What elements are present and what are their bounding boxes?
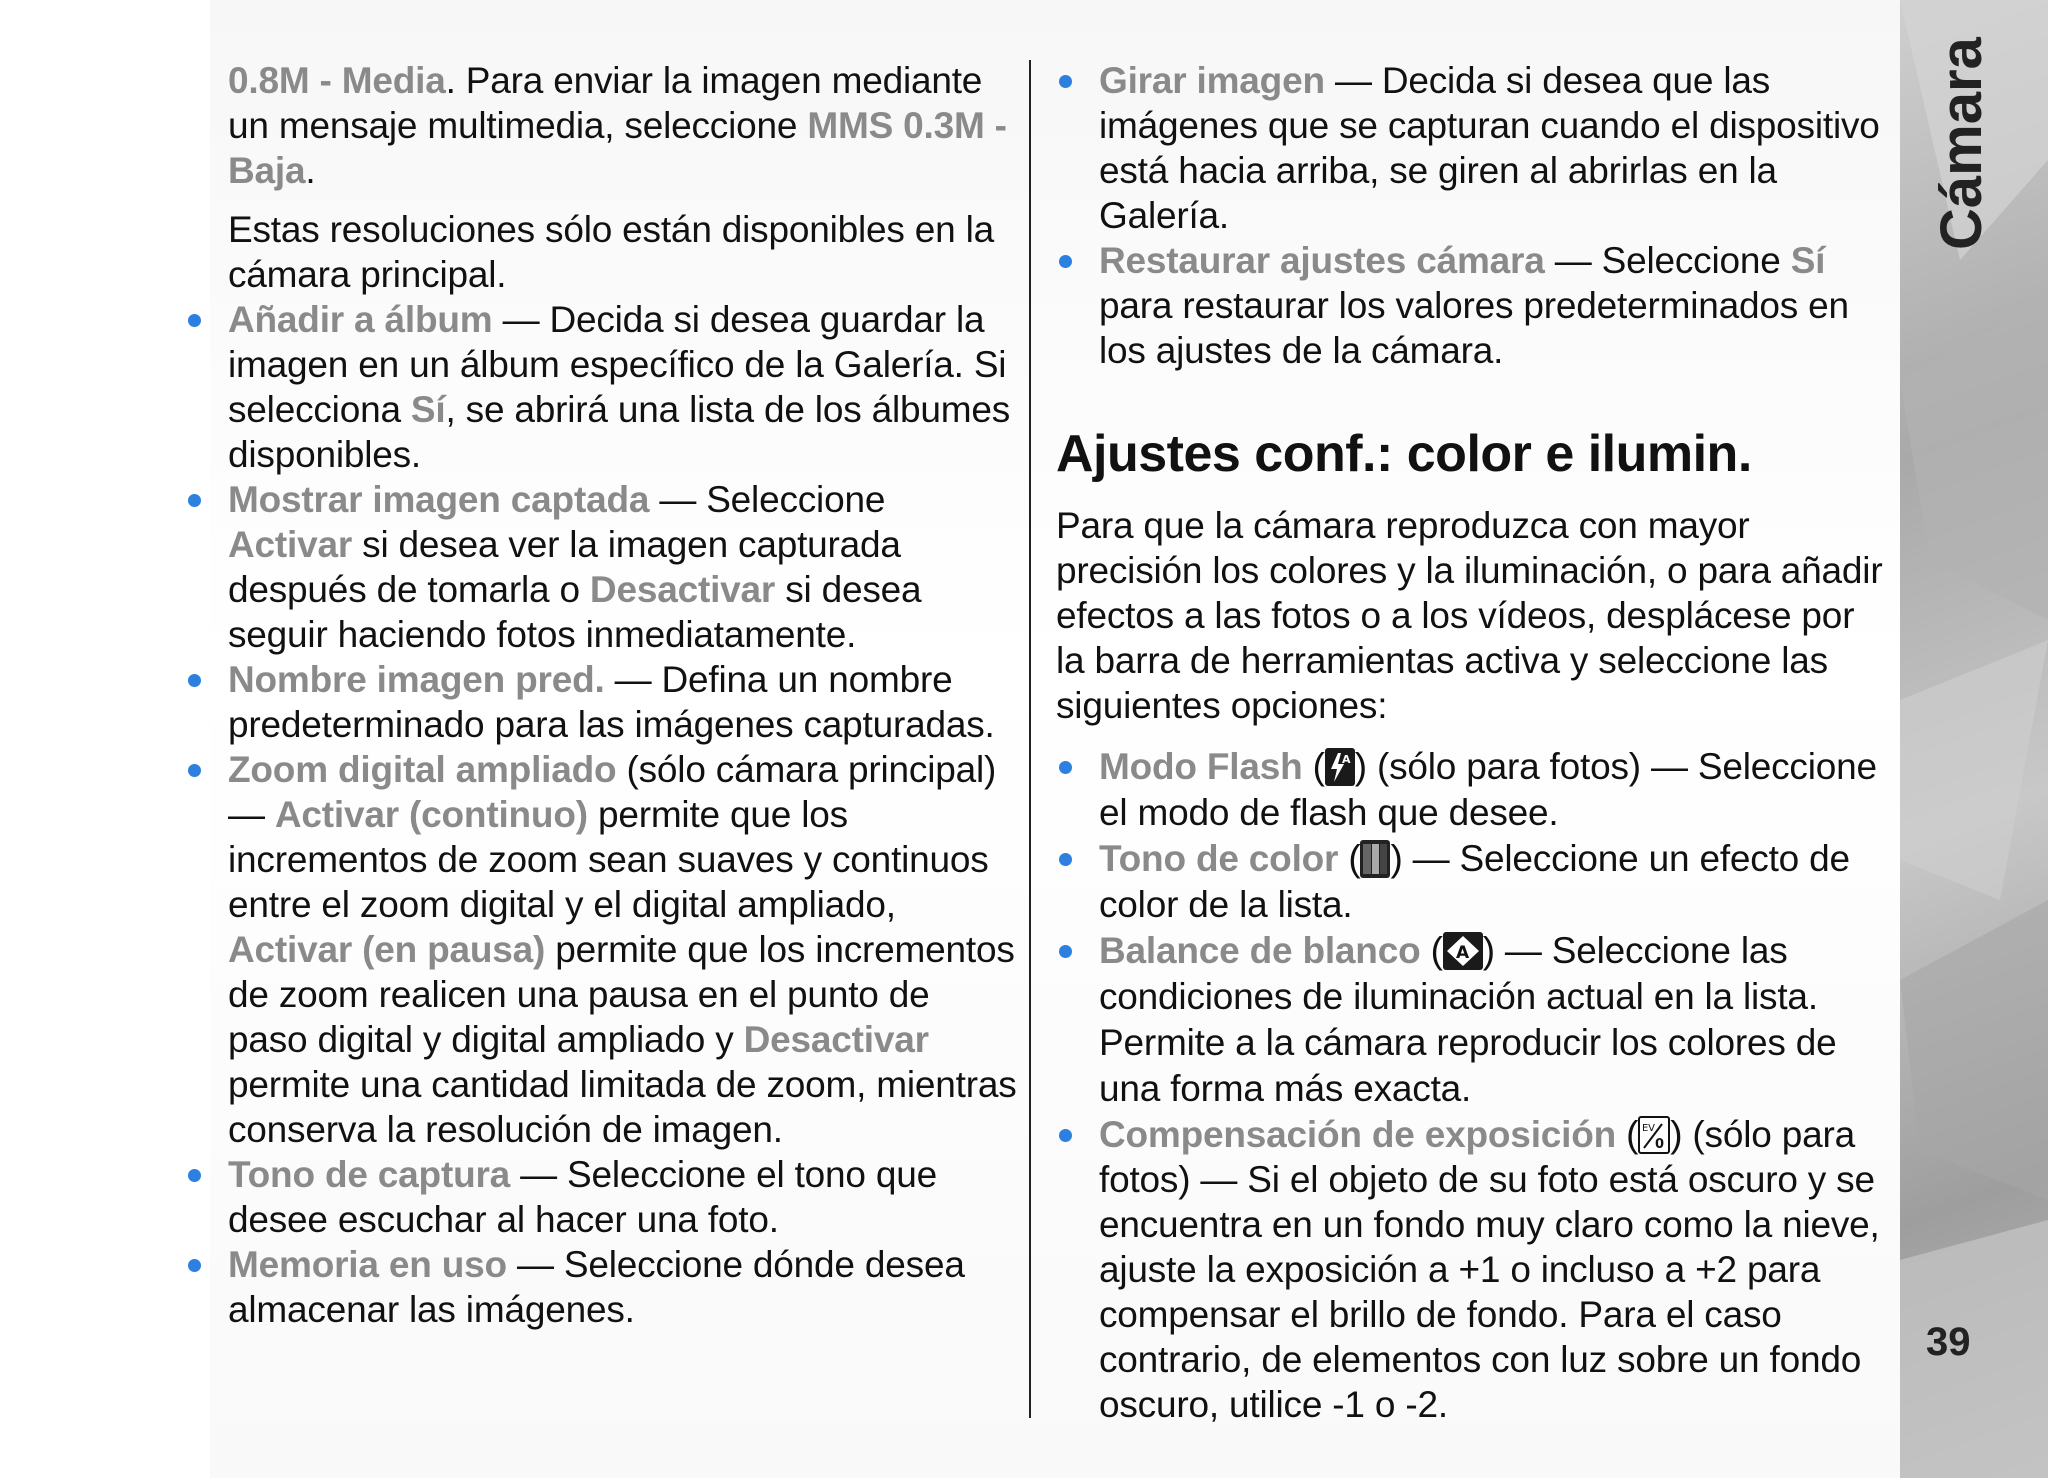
keyword: Modo Flash xyxy=(1099,746,1303,787)
keyword: Tono de captura xyxy=(228,1154,511,1195)
text: (sólo cámara principal) — xyxy=(228,749,997,835)
keyword: Desactivar xyxy=(589,569,776,610)
section-paragraph: Para que la cámara reproduzca con mayor precisión los colores y la iluminación, o para añadir efectos a las fotos o a los vídeos, desplácese por la barra de herramientas activa y seleccione las siguientes opciones: xyxy=(1056,505,1883,726)
text: permite una cantidad limitada de zoom, mientras conserva la resolución de imagen. xyxy=(228,1064,1017,1150)
text: para restaurar los valores predeterminados en los ajustes de la cámara. xyxy=(1099,285,1849,371)
bullet-icon xyxy=(188,494,201,507)
list-item: Tono de color ( ) — Seleccione un efecto de color de la lista. xyxy=(1056,836,1886,928)
color-tone-icon xyxy=(1360,840,1390,878)
text: — Seleccione xyxy=(649,479,886,520)
list-item xyxy=(228,657,1018,747)
intro-paragraph-1 xyxy=(228,58,1018,193)
bullet-icon xyxy=(188,1169,201,1182)
svg-text:0: 0 xyxy=(1655,1137,1665,1152)
keyword: Activar xyxy=(228,524,353,565)
text: si desea seguir haciendo fotos inmediatamente. xyxy=(228,569,922,655)
intro-paragraph-2: Estas resoluciones sólo están disponibles en la cámara principal. xyxy=(228,209,995,295)
bullet-icon xyxy=(1059,1129,1072,1142)
right-column xyxy=(1056,58,1886,1427)
list-item xyxy=(228,747,1018,1152)
text: — Decida si desea guardar la imagen en un álbum específico de la Galería. Si selecciona xyxy=(228,299,1007,430)
text: permite que los incrementos de zoom sean suaves y continuos entre el zoom digital y el digital ampliado, xyxy=(228,794,989,925)
text: — Decida si desea que las imágenes que se capturan cuando el dispositivo está hacia arriba, se giren al abrirlas en la Galería. xyxy=(1099,60,1880,236)
svg-text:A: A xyxy=(1455,943,1469,963)
exposure-compensation-icon xyxy=(1638,1116,1670,1154)
keyword: Activar (en pausa) xyxy=(228,929,546,970)
keyword: Mostrar imagen captada xyxy=(228,479,650,520)
bullet-icon xyxy=(1059,761,1072,774)
option-list-right-top xyxy=(1056,58,1886,373)
bullet-icon xyxy=(1059,255,1072,268)
keyword: Memoria en uso xyxy=(228,1244,507,1285)
text: — Seleccione el tono que desee escuchar al hacer una foto. xyxy=(228,1154,938,1240)
keyword: Sí xyxy=(1790,240,1826,281)
list-item xyxy=(1056,238,1886,373)
svg-text:EV: EV xyxy=(1642,1123,1655,1134)
list-item: Modo Flash ( A ) (sólo para fotos) — Seleccione el modo de flash que desee. xyxy=(1056,744,1886,836)
keyword: Añadir a álbum xyxy=(228,299,493,340)
text: ) — Seleccione un efecto de color de la lista. xyxy=(1099,838,1850,925)
flash-auto-icon xyxy=(1325,748,1355,786)
text: , se abrirá una lista de los álbumes disponibles. xyxy=(228,389,1011,475)
svg-text:A: A xyxy=(1341,753,1351,766)
text: ) — Seleccione las condiciones de iluminación actual en la lista. Permite a la cámara reproducir los colores de una forma más exacta. xyxy=(1099,930,1837,1109)
text: ) (sólo para fotos) — Si el objeto de su foto está oscuro y se encuentra en un fondo muy claro como la nieve, ajuste la exposición a +1 o incluso a +2 para compensar el brillo de fondo. Para el caso contrario, de elementos con luz sobre un fondo oscuro, utilice -1 o -2. xyxy=(1099,1114,1880,1425)
page-number: 39 xyxy=(1926,1320,1971,1364)
keyword: MMS 0.3M - Baja xyxy=(228,105,1007,191)
keyword: Desactivar xyxy=(743,1019,929,1060)
list-item xyxy=(228,1242,1018,1332)
text: si desea ver la imagen capturada después de tomarla o xyxy=(228,524,901,610)
column-divider xyxy=(1029,60,1031,1418)
text: — Seleccione xyxy=(1544,240,1791,281)
keyword: Girar imagen xyxy=(1099,60,1325,101)
bullet-icon xyxy=(1059,853,1072,866)
white-balance-auto-icon xyxy=(1443,932,1483,970)
bullet-icon xyxy=(1059,945,1072,958)
keyword: Zoom digital ampliado xyxy=(228,749,617,790)
list-item xyxy=(228,297,1018,477)
list-item xyxy=(228,1152,1018,1242)
bullet-icon xyxy=(188,314,201,327)
keyword: Sí xyxy=(410,389,446,430)
list-item: Compensación de exposición ( EV 0 ) (sólo para fotos) — Si el objeto de su foto está oscuro y se encuentra en un fondo muy claro como la nieve, ajuste la exposición a +1 o incluso a +2 para compensar el brillo de fondo. Para el caso contrario, de elementos con luz sobre un fondo oscuro, utilice -1 o -2. xyxy=(1056,1112,1886,1427)
list-item: Balance de blanco ( A ) — Seleccione las condiciones de iluminación actual en la lista. Permite a la cámara reproducir los colores de una forma más exacta. xyxy=(1056,928,1886,1112)
text: ) (sólo para fotos) — Seleccione el modo de flash que desee. xyxy=(1099,746,1877,833)
keyword: 0.8M - Media xyxy=(228,60,446,101)
keyword: Compensación de exposición xyxy=(1099,1114,1617,1155)
list-item xyxy=(228,477,1018,657)
list-item xyxy=(1056,58,1886,238)
bullet-icon xyxy=(1059,75,1072,88)
keyword: Tono de color xyxy=(1099,838,1339,879)
text: . xyxy=(305,150,316,191)
text: — Seleccione dónde desea almacenar las imágenes. xyxy=(228,1244,965,1330)
section-heading: Ajustes conf.: color e ilumin. xyxy=(1056,425,1752,483)
keyword: Activar (continuo) xyxy=(274,794,588,835)
text: permite que los incrementos de zoom realicen una pausa en el punto de paso digital y digital ampliado y xyxy=(228,929,1015,1060)
keyword: Balance de blanco xyxy=(1099,930,1421,971)
left-column xyxy=(228,58,1018,1332)
bullet-icon xyxy=(188,1259,201,1272)
keyword: Nombre imagen pred. xyxy=(228,659,605,700)
option-list-right-bottom xyxy=(1056,744,1886,1427)
text: . Para enviar la imagen mediante un mensaje multimedia, seleccione xyxy=(228,60,983,146)
bullet-icon xyxy=(188,764,201,777)
chapter-title: Cámara xyxy=(1929,37,1994,250)
keyword: Restaurar ajustes cámara xyxy=(1099,240,1545,281)
bullet-icon xyxy=(188,674,201,687)
option-list-left xyxy=(228,297,1018,1332)
text: — Defina un nombre predeterminado para las imágenes capturadas. xyxy=(228,659,995,745)
